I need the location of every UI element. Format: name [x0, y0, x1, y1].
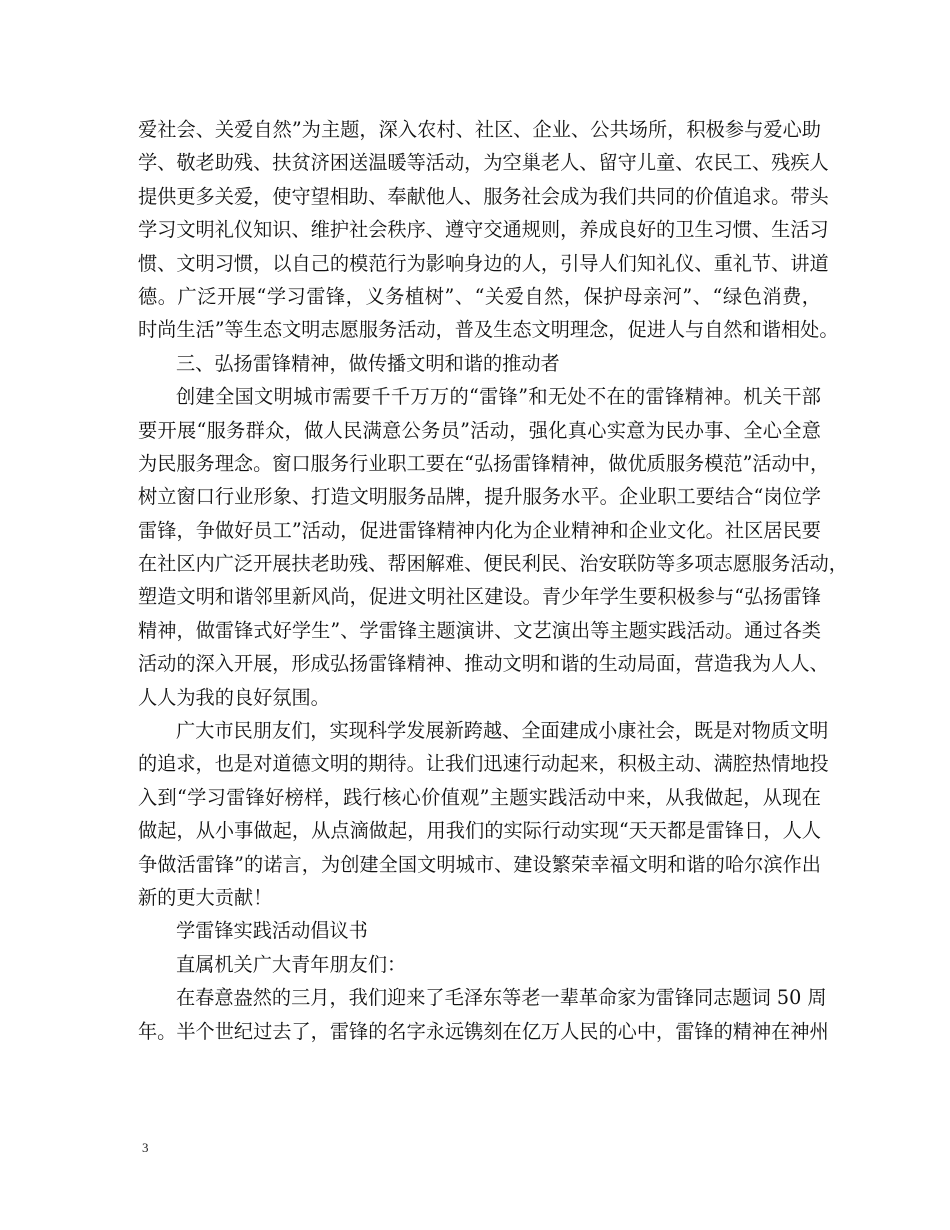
section-heading: 三、弘扬雷锋精神，做传播文明和谐的推动者: [176, 351, 560, 375]
text-line: 学习文明礼仪知识、维护社会秩序、遵守交通规则，养成良好的卫生习惯、生活习: [138, 218, 829, 242]
text-line: 广大市民朋友们，实现科学发展新跨越、全面建成小康社会，既是对物质文明: [176, 719, 829, 743]
text-line: 雷锋，争做好员工”活动，促进雷锋精神内化为企业精神和企业文化。社区居民要: [138, 518, 821, 542]
text-line: 德。广泛开展“学习雷锋，义务植树”、“关爱自然，保护母亲河”、“绿色消费，: [138, 284, 821, 308]
text-line: 惯、文明习惯，以自己的模范行为影响身边的人，引导人们知礼仪、重礼节、讲道: [138, 251, 829, 275]
text-line: 年。半个世纪过去了，雷锋的名字永远镌刻在亿万人民的心中，雷锋的精神在神州: [138, 1019, 829, 1043]
text-line: 争做活雷锋”的诺言，为创建全国文明城市、建设繁荣幸福文明和谐的哈尔滨作出: [138, 852, 821, 876]
text-line: 做起，从小事做起，从点滴做起，用我们的实际行动实现“天天都是雷锋日，人人: [138, 819, 821, 843]
text-line: 精神，做雷锋式好学生”、学雷锋主题演讲、文艺演出等主题实践活动。通过各类: [138, 618, 821, 642]
text-line: 学、敬老助残、扶贫济困送温暖等活动，为空巢老人、留守儿童、农民工、残疾人: [138, 151, 829, 175]
salutation: 直属机关广大青年朋友们：: [176, 952, 407, 976]
text-line: 创建全国文明城市需要千千万万的“雷锋”和无处不在的雷锋精神。机关干部: [176, 385, 821, 409]
text-line: 树立窗口行业形象、打造文明服务品牌，提升服务水平。企业职工要结合“岗位学: [138, 485, 821, 509]
text-line: 在春意盎然的三月，我们迎来了毛泽东等老一辈革命家为雷锋同志题词 50 周: [176, 986, 827, 1010]
text-line: 时尚生活”等生态文明志愿服务活动，普及生态文明理念，促进人与自然和谐相处。: [138, 318, 839, 342]
letter-title: 学雷锋实践活动倡议书: [176, 919, 368, 943]
text-line: 入到“学习雷锋好榜样，践行核心价值观”主题实践活动中来，从我做起，从现在: [138, 785, 821, 809]
page-number: 3: [142, 1140, 149, 1155]
text-line: 提供更多关爱，使守望相助、奉献他人、服务社会成为我们共同的价值追求。带头: [138, 184, 829, 208]
document-body: [138, 113, 848, 1048]
text-line: 新的更大贡献！: [138, 885, 273, 909]
text-line: 爱社会、关爱自然”为主题，深入农村、社区、企业、公共场所，积极参与爱心助: [138, 118, 821, 141]
text-line: 的追求，也是对道德文明的期待。让我们迅速行动起来，积极主动、满腔热情地投: [138, 752, 829, 776]
text-line: 塑造文明和谐邻里新风尚，促进文明社区建设。青少年学生要积极参与“弘扬雷锋: [138, 585, 821, 609]
text-line: 为民服务理念。窗口服务行业职工要在“弘扬雷锋精神，做优质服务模范”活动中，: [138, 451, 830, 475]
text-line: 人人为我的良好氛围。: [138, 685, 330, 709]
text-line: 活动的深入开展，形成弘扬雷锋精神、推动文明和谐的生动局面，营造我为人人、: [138, 652, 829, 676]
text-line: 在社区内广泛开展扶老助残、帮困解难、便民利民、治安联防等多项志愿服务活动，: [138, 552, 848, 576]
text-line: 要开展“服务群众，做人民满意公务员”活动，强化真心实意为民办事、全心全意: [138, 418, 821, 442]
